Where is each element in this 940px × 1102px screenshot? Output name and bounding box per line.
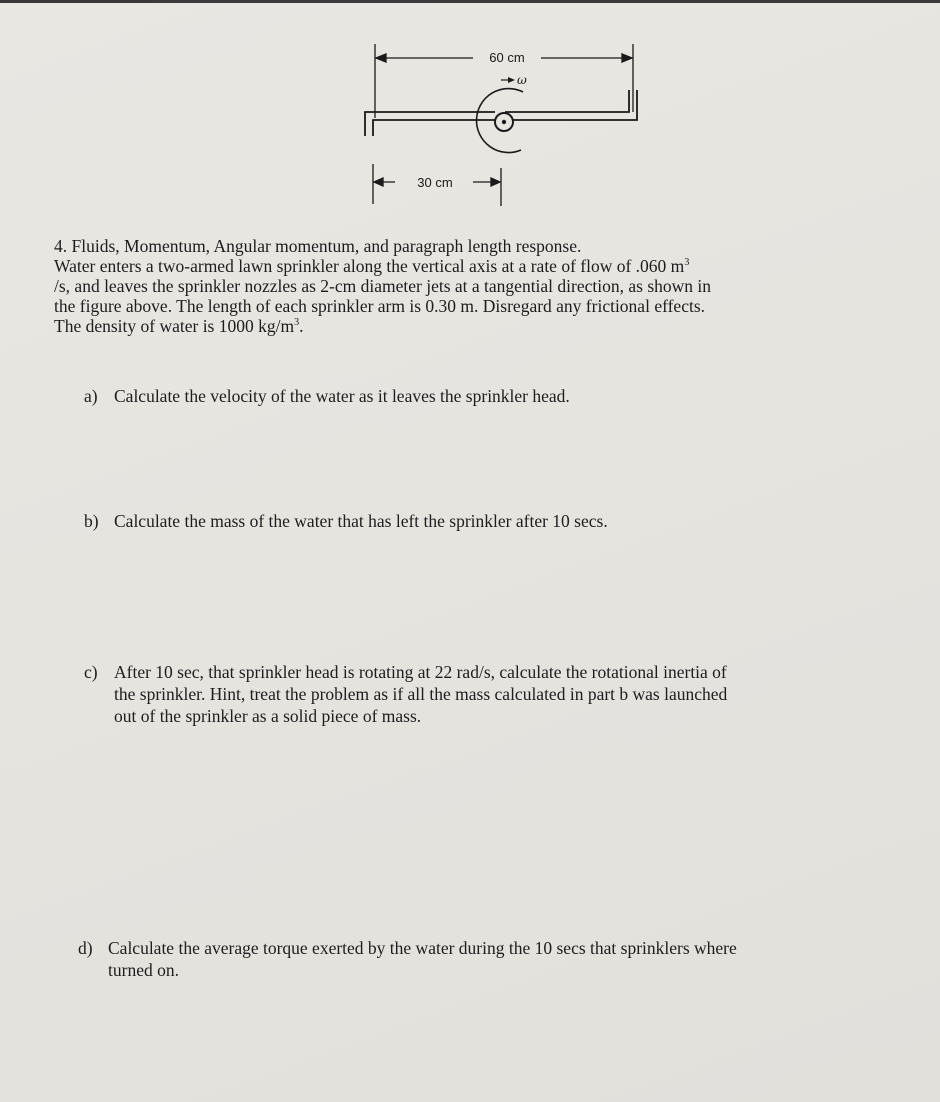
part-d-line-2: turned on.: [108, 960, 179, 980]
part-c-line-3: out of the sprinkler as a solid piece of mass.: [114, 706, 422, 726]
dim-top-label: 60 cm: [489, 50, 525, 65]
part-d-label: d): [78, 938, 93, 958]
sprinkler-diagram: [355, 28, 655, 218]
part-b-line-1: Calculate the mass of the water that has left the sprinkler after 10 secs.: [114, 511, 608, 531]
part-a-line-1: Calculate the velocity of the water as it leaves the sprinkler head.: [114, 386, 570, 406]
problem-statement: [54, 236, 894, 336]
problem-line-1: Water enters a two-armed lawn sprinkler along the vertical axis at a rate of flow of .060 $m^3$: [54, 256, 690, 276]
part-c-label: c): [84, 662, 98, 682]
part-d-line-1: Calculate the average torque exerted by the water during the 10 secs that sprinklers where: [108, 938, 737, 958]
top-edge-bar: [0, 0, 940, 3]
omega-label: ω: [517, 73, 527, 87]
part-c-line-2: the sprinkler. Hint, treat the problem as if all the mass calculated in part b was launched: [114, 684, 728, 704]
part-d: [78, 938, 918, 982]
problem-line-3: the figure above. The length of each sprinkler arm is 0.30 m. Disregard any frictional effects.: [54, 296, 706, 316]
sprinkler-figure: [355, 28, 655, 218]
part-a-label: a): [84, 386, 98, 406]
part-c: [84, 662, 904, 726]
problem-line-4: The density of water is 1000 $kg/m^3$.: [54, 316, 304, 336]
part-c-line-1: After 10 sec, that sprinkler head is rotating at 22 rad/s, calculate the rotational inertia of: [114, 662, 727, 682]
problem-title: 4. Fluids, Momentum, Angular momentum, and paragraph length response.: [54, 236, 582, 256]
dim-bottom-label: 30 cm: [417, 175, 453, 190]
part-b-label: b): [84, 511, 99, 531]
problem-line-2: /s, and leaves the sprinkler nozzles as 2-cm diameter jets at a tangential direction, as shown in: [54, 276, 712, 296]
